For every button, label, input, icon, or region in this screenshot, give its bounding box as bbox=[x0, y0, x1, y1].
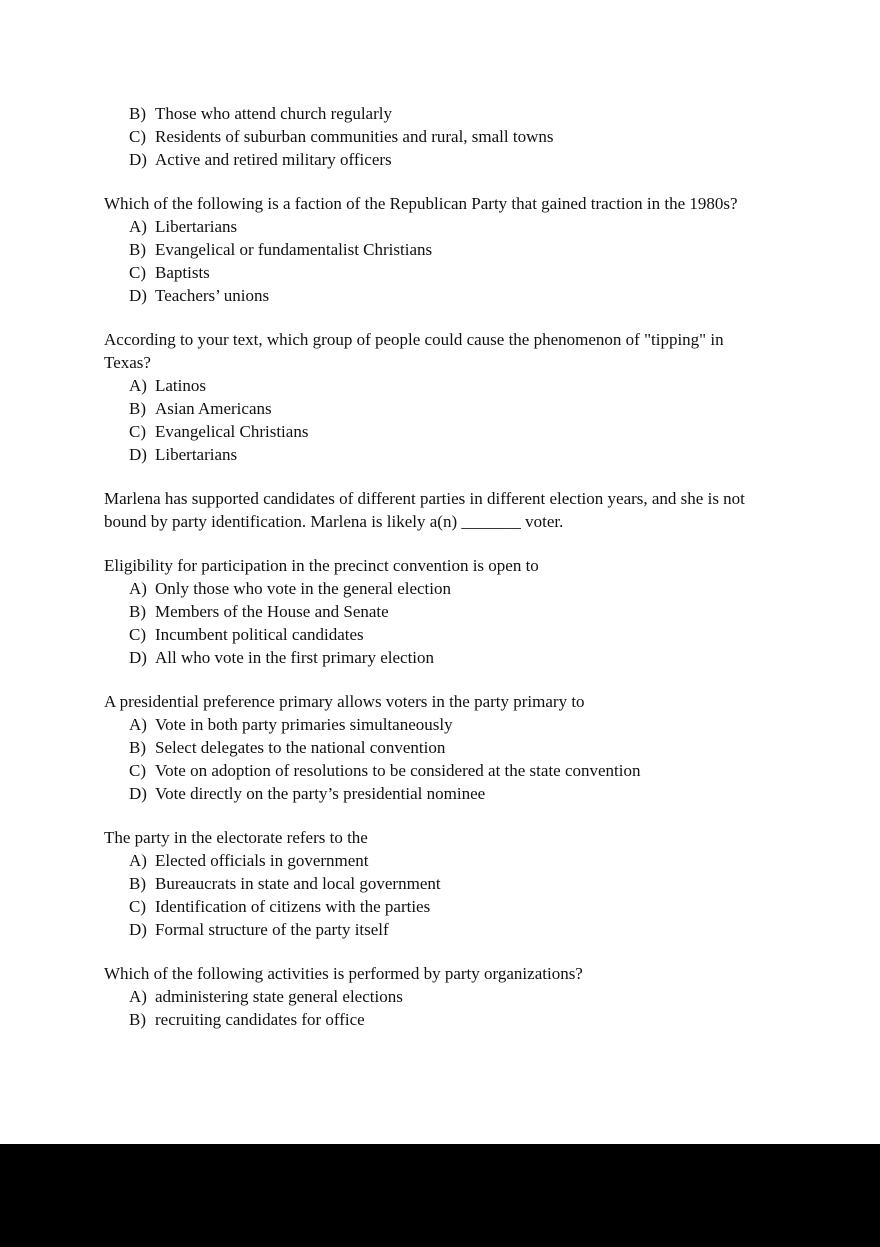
option-list bbox=[104, 102, 764, 171]
option-text: Residents of suburban communities and rural, small towns bbox=[155, 127, 554, 146]
option-a bbox=[104, 849, 764, 872]
question-stem: Which of the following activities is performed by party organizations? bbox=[104, 964, 583, 983]
question-stem: According to your text, which group of people could cause the phenomenon of "tipping" in Texas? bbox=[104, 330, 724, 372]
option-letter: B) bbox=[129, 602, 146, 621]
option-text: Active and retired military officers bbox=[155, 150, 392, 169]
option-letter: B) bbox=[129, 104, 146, 123]
option-b bbox=[104, 397, 764, 420]
option-letter: A) bbox=[129, 579, 147, 598]
option-list bbox=[104, 577, 764, 669]
option-c bbox=[104, 261, 764, 284]
option-letter: A) bbox=[129, 851, 147, 870]
option-letter: B) bbox=[129, 1010, 146, 1029]
question-precinct-convention bbox=[104, 554, 764, 669]
option-list bbox=[104, 374, 764, 466]
option-b bbox=[104, 600, 764, 623]
option-text: Teachers’ unions bbox=[155, 286, 270, 305]
option-text: Baptists bbox=[155, 263, 210, 282]
question-stem: Which of the following is a faction of the Republican Party that gained traction in the 1980s? bbox=[104, 194, 738, 213]
option-text: Vote directly on the party’s presidential nominee bbox=[155, 784, 486, 803]
option-letter: D) bbox=[129, 150, 147, 169]
option-text: administering state general elections bbox=[155, 987, 403, 1006]
option-text: Vote in both party primaries simultaneously bbox=[155, 715, 453, 734]
question-party-organizations bbox=[104, 962, 764, 1031]
option-letter: A) bbox=[129, 217, 147, 236]
option-text: Elected officials in government bbox=[155, 851, 369, 870]
option-d bbox=[104, 782, 764, 805]
option-letter: B) bbox=[129, 874, 146, 893]
question-marlena bbox=[104, 487, 764, 533]
black-bottom-bar bbox=[0, 1144, 880, 1247]
option-letter: A) bbox=[129, 987, 147, 1006]
option-letter: D) bbox=[129, 784, 147, 803]
option-letter: C) bbox=[129, 422, 146, 441]
option-text: recruiting candidates for office bbox=[155, 1010, 365, 1029]
option-list bbox=[104, 215, 764, 307]
option-c bbox=[104, 759, 764, 782]
question-republican-faction bbox=[104, 192, 764, 307]
option-b bbox=[104, 102, 764, 125]
question-party-electorate bbox=[104, 826, 764, 941]
option-b bbox=[104, 1008, 764, 1031]
option-list bbox=[104, 985, 764, 1031]
question-list bbox=[104, 102, 764, 1052]
option-letter: C) bbox=[129, 127, 146, 146]
question-stem: Marlena has supported candidates of different parties in different election years, and she is not bound by party identification. Marlena is likely a(n) _______ voter. bbox=[104, 489, 745, 531]
option-letter: D) bbox=[129, 286, 147, 305]
option-letter: B) bbox=[129, 738, 146, 757]
option-text: Libertarians bbox=[155, 445, 238, 464]
question-stem: Eligibility for participation in the precinct convention is open to bbox=[104, 556, 539, 575]
option-letter: C) bbox=[129, 761, 146, 780]
option-c bbox=[104, 895, 764, 918]
option-d bbox=[104, 148, 764, 171]
option-text: Bureaucrats in state and local government bbox=[155, 874, 441, 893]
question-presidential-primary bbox=[104, 690, 764, 805]
option-d bbox=[104, 284, 764, 307]
option-text: Incumbent political candidates bbox=[155, 625, 364, 644]
option-b bbox=[104, 872, 764, 895]
question-tipping bbox=[104, 328, 764, 466]
option-d bbox=[104, 918, 764, 941]
option-list bbox=[104, 849, 764, 941]
option-a bbox=[104, 713, 764, 736]
option-text: Asian Americans bbox=[155, 399, 272, 418]
option-d bbox=[104, 646, 764, 669]
option-text: Evangelical Christians bbox=[155, 422, 309, 441]
option-text: Evangelical or fundamentalist Christians bbox=[155, 240, 433, 259]
option-a bbox=[104, 374, 764, 397]
question-stem: A presidential preference primary allows voters in the party primary to bbox=[104, 692, 585, 711]
option-text: Libertarians bbox=[155, 217, 238, 236]
option-text: Those who attend church regularly bbox=[155, 104, 392, 123]
option-letter: C) bbox=[129, 263, 146, 282]
option-a bbox=[104, 985, 764, 1008]
question-stem: The party in the electorate refers to the bbox=[104, 828, 368, 847]
option-text: Select delegates to the national convention bbox=[155, 738, 446, 757]
option-text: Identification of citizens with the parties bbox=[155, 897, 431, 916]
option-c bbox=[104, 420, 764, 443]
option-letter: C) bbox=[129, 625, 146, 644]
option-list bbox=[104, 713, 764, 805]
option-letter: A) bbox=[129, 376, 147, 395]
option-b bbox=[104, 736, 764, 759]
option-letter: A) bbox=[129, 715, 147, 734]
option-text: Latinos bbox=[155, 376, 206, 395]
option-letter: D) bbox=[129, 920, 147, 939]
option-letter: D) bbox=[129, 445, 147, 464]
option-text: Members of the House and Senate bbox=[155, 602, 389, 621]
option-letter: C) bbox=[129, 897, 146, 916]
option-b bbox=[104, 238, 764, 261]
option-text: Only those who vote in the general election bbox=[155, 579, 451, 598]
option-letter: B) bbox=[129, 240, 146, 259]
option-d bbox=[104, 443, 764, 466]
option-c bbox=[104, 125, 764, 148]
option-text: Vote on adoption of resolutions to be considered at the state convention bbox=[155, 761, 641, 780]
option-letter: D) bbox=[129, 648, 147, 667]
option-letter: B) bbox=[129, 399, 146, 418]
option-c bbox=[104, 623, 764, 646]
option-a bbox=[104, 215, 764, 238]
option-a bbox=[104, 577, 764, 600]
option-text: Formal structure of the party itself bbox=[155, 920, 389, 939]
option-text: All who vote in the first primary election bbox=[155, 648, 435, 667]
question-partial bbox=[104, 102, 764, 171]
